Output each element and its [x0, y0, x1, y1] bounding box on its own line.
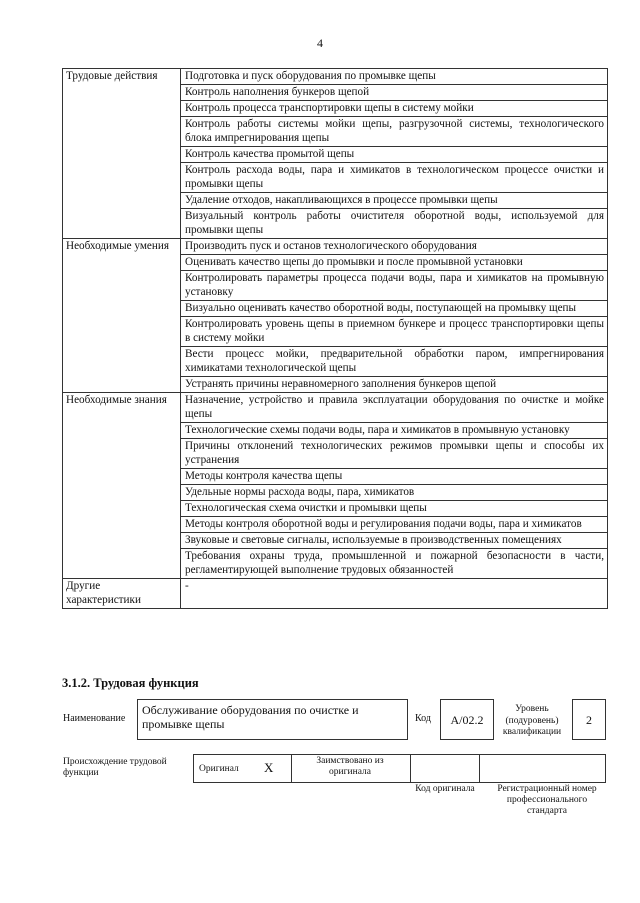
name-value: Обслуживание оборудования по очистке и промывке щепы — [142, 703, 359, 731]
row-text: Визуальный контроль работы очистителя оборотной воды, используемой для промывки щепы — [181, 209, 608, 239]
labor-function-table — [62, 68, 608, 609]
table-row — [63, 393, 608, 423]
original-mark: X — [264, 760, 274, 775]
row-category: Трудовые действия — [63, 69, 181, 239]
row-text: Требования охраны труда, промышленной и пожарной безопасности в части, регламентирующей выполнение трудовых обязанностей — [181, 549, 608, 579]
row-text: Методы контроля качества щепы — [181, 469, 608, 485]
row-text: Подготовка и пуск оборудования по промывке щепы — [181, 69, 608, 85]
row-text: Оценивать качество щепы до промывки и после промывной установки — [181, 255, 608, 271]
reg-caption: Регистрационный номер профессионального стандарта — [497, 784, 597, 816]
row-text: Технологическая схема очистки и промывки щепы — [181, 501, 608, 517]
level-label: Уровень (подуровень) квалификации — [502, 704, 562, 737]
original-label: Оригинал — [199, 764, 239, 774]
row-text: Удаление отходов, накапливающихся в процессе промывки щепы — [181, 193, 608, 209]
section-title: 3.1.2. Трудовая функция — [62, 676, 199, 690]
table-row — [63, 239, 608, 255]
row-category: Необходимые умения — [63, 239, 181, 393]
row-text: Вести процесс мойки, предварительной обработки паром, импрегнирования химикатами технологической щепы — [181, 347, 608, 377]
row-text: Контроль наполнения бункеров щепой — [181, 85, 608, 101]
row-text: Устранять причины неравномерного заполнения бункеров щепой — [181, 377, 608, 393]
code-value: А/02.2 — [450, 713, 484, 727]
origin-label: Происхождение трудовой функции — [63, 757, 167, 778]
row-text: Назначение, устройство и правила эксплуатации оборудования по очистке и мойке щепы — [181, 393, 608, 423]
code-value-box — [440, 699, 494, 740]
level-value-box — [572, 699, 606, 740]
code-caption: Код оригинала — [415, 784, 475, 794]
row-category: Другие характеристики — [63, 579, 181, 609]
row-text: Контроль расхода воды, пара и химикатов в технологическом процессе очистки и промывки щепы — [181, 163, 608, 193]
original-code-cell — [410, 754, 480, 783]
row-text: Методы контроля оборотной воды и регулирования подачи воды, пара и химикатов — [181, 517, 608, 533]
row-text: Контроль процесса транспортировки щепы в систему мойки — [181, 101, 608, 117]
level-value: 2 — [586, 713, 592, 727]
code-label: Код — [415, 713, 431, 724]
row-text: Производить пуск и останов технологического оборудования — [181, 239, 608, 255]
row-text: Удельные нормы расхода воды, пара, химикатов — [181, 485, 608, 501]
row-text: Технологические схемы подачи воды, пара и химикатов в промывную установку — [181, 423, 608, 439]
row-text: Контроль работы системы мойки щепы, разгрузочной системы, технологического блока импрегнирования щепы — [181, 117, 608, 147]
table-row — [63, 69, 608, 85]
row-text: Визуально оценивать качество оборотной воды, поступающей на промывку щепы — [181, 301, 608, 317]
borrowed-label: Заимствовано из оригинала — [316, 756, 384, 777]
row-text: - — [181, 579, 608, 609]
row-text: Контроль качества промытой щепы — [181, 147, 608, 163]
row-text: Контролировать параметры процесса подачи воды, пара и химикатов на промывную установку — [181, 271, 608, 301]
row-text: Причины отклонений технологических режимов промывки щепы и способы их устранения — [181, 439, 608, 469]
row-text: Звуковые и световые сигналы, используемые в производственных помещениях — [181, 533, 608, 549]
row-text: Контролировать уровень щепы в приемном бункере и процесс транспортировки щепы в систему мойки — [181, 317, 608, 347]
name-label: Наименование — [63, 713, 126, 724]
name-value-box — [137, 699, 408, 740]
page-number: 4 — [317, 36, 323, 50]
table-row — [63, 579, 608, 609]
row-category: Необходимые знания — [63, 393, 181, 579]
